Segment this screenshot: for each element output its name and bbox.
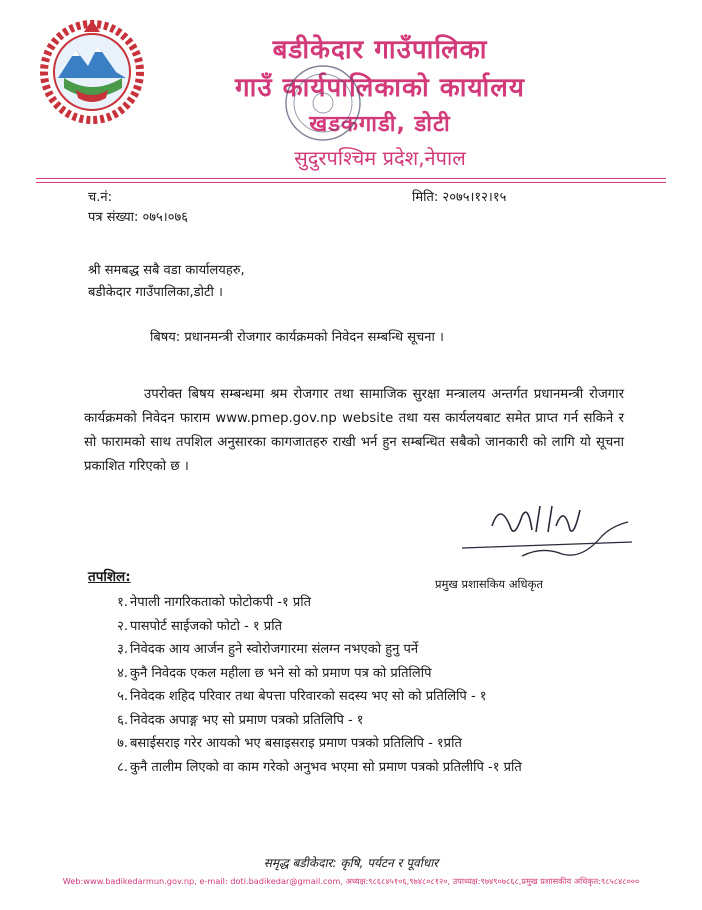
list-item-text: कुनै तालीम लिएको वा काम गरेको अनुभव भएमा सो प्रमाण पत्रको प्रतिलीपि -१ प्रति xyxy=(130,759,522,775)
footer-contact: Web:www.badikedarmun.gov.np, e-mail: doti.badikedar@gmail.com, अध्यक्ष:९८६८४५१०६,९७४८०८१२०, उपाध्यक्ष:९७४९०७८६८,प्रमुख प्रशासकीय अधिकृत:९८५८४८००० xyxy=(62,876,640,886)
list-item-text: नेपाली नागरिकताको फोटोकपी -१ प्रति xyxy=(130,595,312,610)
list-item-number: १. xyxy=(117,595,128,610)
list-item-number: २. xyxy=(117,618,128,634)
list-item xyxy=(108,758,570,778)
list-item-number: ४. xyxy=(117,665,128,681)
list-item xyxy=(108,638,608,662)
header-line-4: सुदुरपश्चिम प्रदेश,नेपाल xyxy=(294,146,466,170)
list-item-text: बसाईसराइ गरेर आयको भए बसाइसराइ प्रमाण पत्रको प्रतिलिपि - १प्रति xyxy=(130,736,462,751)
header-line-2: गाउँ कार्यपालिकाको कार्यालय xyxy=(235,73,525,103)
subject-line: बिषय: प्रधानमन्त्री रोजगार कार्यक्रमको निवेदन सम्बन्धि सूचना । xyxy=(150,330,444,345)
list-item xyxy=(108,709,608,733)
header-divider xyxy=(36,178,666,179)
list-item-text: कुनै निवेदक एकल महीला छ भने सो को प्रमाण पत्र को प्रतिलिपि xyxy=(130,665,432,681)
list-item-number: ६. xyxy=(117,712,128,728)
list-item-text: निवेदक आय आर्जन हुने स्वोरोजगारमा संलग्न नभएको हुनु पर्ने xyxy=(130,642,419,657)
footer-slogan: समृद्ध बडीकेदार: कृषि, पर्यटन र पूर्वाधार xyxy=(263,856,439,870)
tapasil-list xyxy=(108,591,608,778)
addressee-line-1: श्री समबद्ध सबै वडा कार्यालयहरु, xyxy=(88,263,245,278)
signature-icon xyxy=(452,496,642,568)
list-item-text: निवेदक अपाङ्ग भए सो प्रमाण पत्रको प्रतिलिपि - १ xyxy=(130,712,364,728)
list-item xyxy=(108,662,608,686)
list-item-number: ८. xyxy=(117,759,128,775)
date: मिति: २०७५।१२।१५ xyxy=(412,190,507,205)
tapasil-heading: तपशिल: xyxy=(88,569,131,585)
list-item-number: ५. xyxy=(117,689,128,704)
list-item xyxy=(108,732,608,756)
signature-designation: प्रमुख प्रशासकिय अधिकृत xyxy=(435,577,543,591)
header-divider-2 xyxy=(36,182,666,183)
list-item-number: ७. xyxy=(117,736,128,751)
list-item-number: ३. xyxy=(117,642,128,657)
cha-label: च.नं: xyxy=(88,190,112,205)
body-paragraph: उपरोक्त बिषय सम्बन्धमा श्रम रोजगार तथा सामाजिक सुरक्षा मन्त्रालय अन्तर्गत प्रधानमन्त्री रोजगार कार्यक्रमको निवेदन फाराम www.pmep.gov.np website तथा यस कार्यलयबाट समेत प्राप्त गर्न सकिने र सो फारामको साथ तपशिल अनुसारका कागजातहरु राखी भर्न हुन सम्बन्धित सबैको जानकारी को लागि यो सूचना प्रकाशित गरिएको छ । xyxy=(84,387,624,474)
list-item-text: पासपोर्ट साईजको फोटो - १ प्रति xyxy=(130,618,282,634)
office-stamp-icon xyxy=(282,62,364,144)
letter-number: पत्र संख्या: ०७५।०७६ xyxy=(88,210,188,225)
list-item-text: निवेदक शहिद परिवार तथा बेपत्ता परिवारको सदस्य भए सो को प्रतिलिपि - १ xyxy=(130,689,487,704)
addressee-line-2: बडीकेदार गाउँपालिका,डोटी । xyxy=(88,285,223,300)
list-item xyxy=(108,685,608,709)
list-item xyxy=(108,591,608,615)
header-line-1: बडीकेदार गाउँपालिका xyxy=(272,35,488,65)
header-line-3: खडकगाडी, डोटी xyxy=(309,112,451,137)
list-item xyxy=(108,615,608,639)
